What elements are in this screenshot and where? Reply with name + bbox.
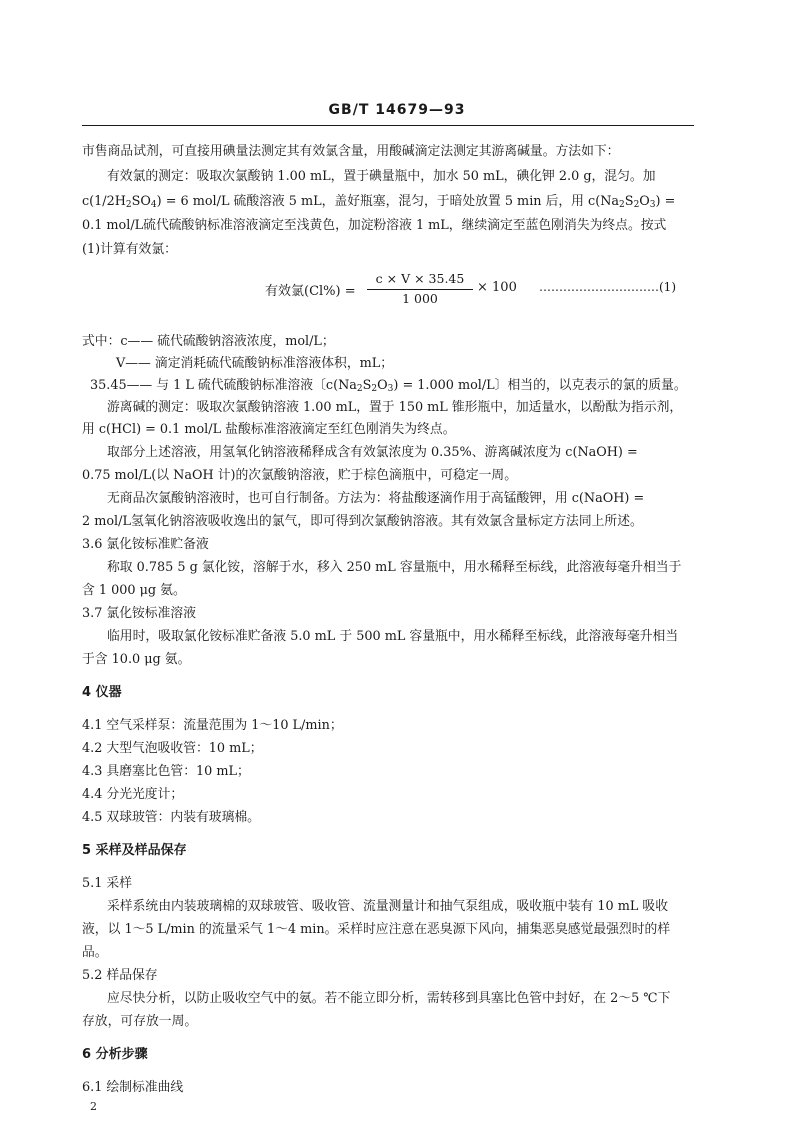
text-line-formula [82,190,675,209]
formula-numerator: c × V × 35.45 [375,271,465,286]
document-code-header: GB/T 14679—93 [328,102,466,118]
text-span: S [624,194,634,209]
text-line: 存放，可存放一周。 [82,1014,198,1029]
list-item: 4.5 双球玻管：内装有玻璃棉。 [82,810,260,825]
subsection-heading-3-6: 3.6 氯化铵标准贮备液 [82,537,209,552]
subscript: 2 [619,200,625,210]
subsection-heading-5-2: 5.2 样品保存 [82,968,158,983]
text-line: 称取 0.785 5 g 氯化铵，溶解于水，移入 250 mL 容量瓶中，用水稀释至标线，此溶液每毫升相当于 [107,560,682,575]
text-line: 应尽快分析，以防止吸收空气中的氨。若不能立即分析，需转移到具塞比色管中封好，在 2～5 ℃下 [107,991,671,1006]
text-line: 采样系统由内装玻璃棉的双球玻管、吸收管、流量测量计和抽气泵组成，吸收瓶中装有 10 mL 吸收 [107,899,668,914]
text-line: (1)计算有效氯： [82,242,177,257]
text-line: 市售商品试剂，可直接用碘量法测定其有效氯含量，用酸碱滴定法测定其游离碱量。方法如下： [82,144,620,159]
list-item: 4.2 大型气泡吸收管：10 mL； [82,741,263,756]
text-line: 品。 [82,945,108,960]
text-line: 取部分上述溶液，用氢氧化钠溶液稀释成含有效氯浓度为 0.35%、游离碱浓度为 c(NaOH) = [107,445,638,460]
text-span: ) = 1.000 mol/L〕相当的，以克表示的氯的质量。 [393,378,687,393]
text-line: 用 c(HCl) = 0.1 mol/L 盐酸标准溶液滴定至红色刚消失为终点。 [82,422,456,437]
header-rule [82,125,694,126]
text-line: 含 1 000 μg 氨。 [82,583,186,598]
subscript: 2 [633,200,640,210]
text-span: c(1/2H [82,194,126,209]
text-span: SO [131,194,151,209]
formula-lhs: 有效氯(Cl%) = [265,284,356,299]
list-item: 4.1 空气采样泵：流量范围为 1～10 L/min； [82,718,343,733]
formula-multiplier: × 100 [477,280,517,295]
subsection-heading-6-1: 6.1 绘制标准曲线 [82,1080,184,1095]
subscript: 2 [125,200,132,210]
list-item: 4.3 具磨塞比色管：10 mL； [82,764,250,779]
text-line: 液，以 1～5 L/min 的流量采气 1～4 min。采样时应注意在恶臭源下风向，捕集恶臭感觉最强烈时的样 [82,922,671,937]
text-line: 于含 10.0 μg 氨。 [82,652,191,667]
text-line: 2 mol/L氢氧化钠溶液吸收逸出的氯气，即可得到次氯酸钠溶液。其有效氯含量标定方法同上所述。 [82,514,643,529]
text-line: 0.1 mol/L硫代硫酸钠标准溶液滴定至浅黄色，加淀粉溶液 1 mL，继续滴定至蓝色刚消失为终点。按式 [82,218,667,233]
formula-number: …………………………(1) [539,280,676,294]
text-span: ) = [655,194,676,209]
subscript: 3 [649,200,656,210]
subsection-heading-3-7: 3.7 氯化铵标准溶液 [82,606,196,621]
section-heading-6: 6 分析步骤 [82,1047,148,1062]
text-line: 有效氯的测定：吸取次氯酸钠 1.00 mL，置于碘量瓶中，加水 50 mL，碘化钾 2.0 g，混匀。加 [107,169,656,184]
subsection-heading-5-1: 5.1 采样 [82,876,133,891]
variable-definition [90,374,687,393]
text-span: 35.45—— 与 1 L 硫代硫酸钠标准溶液〔c(Na [90,378,357,393]
formula-denominator: 1 000 [402,291,438,306]
text-span: S [362,378,372,393]
text-span: ) = 6 mol/L 硫酸溶液 5 mL，盖好瓶塞，混匀，于暗处放置 5 min 后，用 c(Na [156,194,620,209]
subscript: 3 [387,384,394,394]
text-line: 临用时，吸取氯化铵标准贮备液 5.0 mL 于 500 mL 容量瓶中，用水稀释至标线，此溶液每毫升相当 [107,629,679,644]
section-heading-5: 5 采样及样品保存 [82,843,187,858]
variable-definition: 式中：c—— 硫代硫酸钠溶液浓度，mol/L； [82,334,335,349]
text-line: 无商品次氯酸钠溶液时，也可自行制备。方法为：将盐酸逐滴作用于高锰酸钾，用 c(NaOH) = [107,491,645,506]
subscript: 2 [356,384,363,394]
text-line: 0.75 mol/L(以 NaOH 计)的次氯酸钠溶液，贮于棕色滴瓶中，可稳定一周。 [82,468,518,483]
text-span: O [639,194,650,209]
list-item: 4.4 分光光度计； [82,787,184,802]
text-span: O [377,378,388,393]
subscript: 4 [150,200,157,210]
subscript: 2 [371,384,378,394]
fraction-bar [367,289,473,290]
text-line: 游离碱的测定：吸取次氯酸钠溶液 1.00 mL，置于 150 mL 锥形瓶中，加适量水，以酚酞为指示剂， [107,400,683,415]
page-number: 2 [90,1100,97,1113]
variable-definition: V—— 滴定消耗硫代硫酸钠标准溶液体积，mL； [116,356,394,371]
section-heading-4: 4 仪器 [82,685,122,700]
